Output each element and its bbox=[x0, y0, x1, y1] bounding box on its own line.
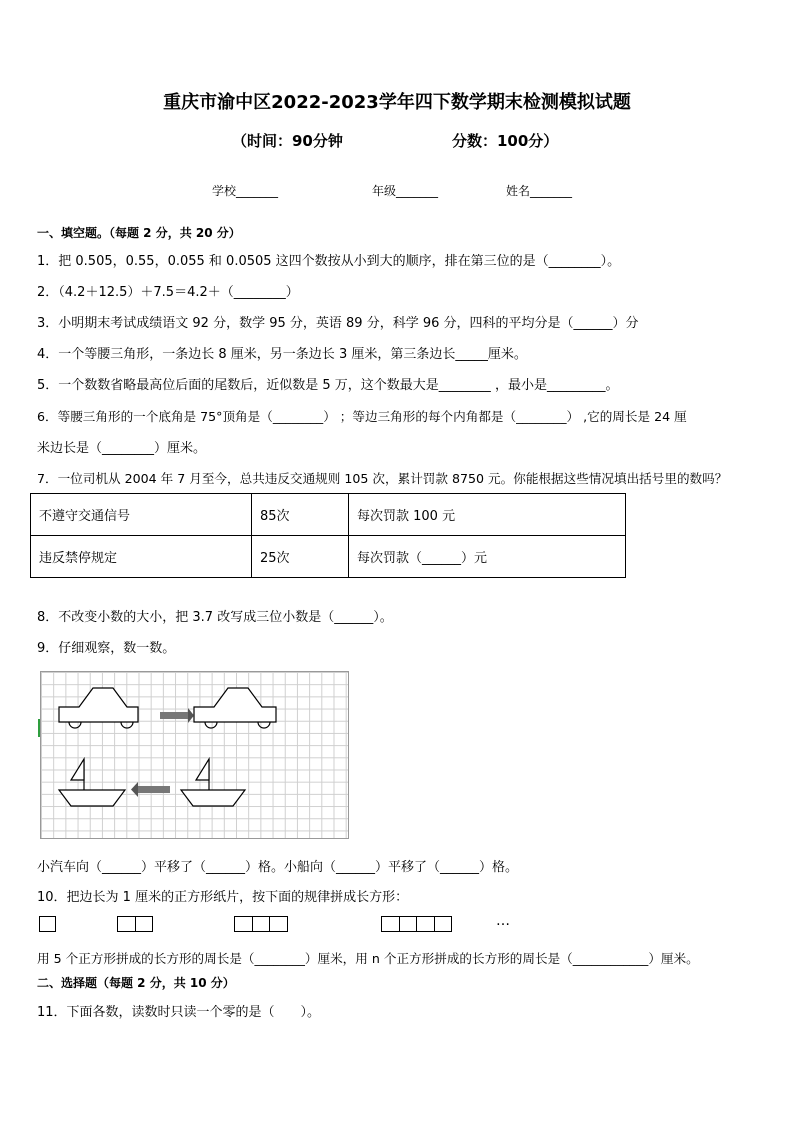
table-row bbox=[31, 494, 626, 536]
car-left-icon bbox=[59, 688, 138, 728]
table-cell: 85次 bbox=[252, 494, 349, 536]
question-9-answer: 小汽车向（______）平移了（______）格。小船向（______）平移了（______）格。 bbox=[37, 860, 519, 875]
translation-figure bbox=[41, 672, 348, 838]
question-7: 7．一位司机从 2004 年 7 月至今，总共违反交通规则 105 次，累计罚款 8750 元。你能根据这些情况填出括号里的数吗？ bbox=[37, 471, 728, 486]
arrow-left-icon bbox=[131, 782, 170, 797]
grade-field: 年级_______ bbox=[372, 184, 439, 198]
name-field: 姓名_______ bbox=[506, 184, 573, 198]
translation-grid-figure bbox=[40, 671, 349, 839]
boat-right-icon bbox=[181, 759, 245, 806]
square-pattern-3 bbox=[234, 916, 288, 932]
question-8: 8．不改变小数的大小，把 3.7 改写成三位小数是（______）。 bbox=[37, 610, 393, 625]
page-title: 重庆市渝中区2022-2023学年四下数学期末检测模拟试题 bbox=[163, 92, 631, 113]
question-10: 10．把边长为 1 厘米的正方形纸片，按下面的规律拼成长方形： bbox=[37, 890, 409, 905]
table-cell: 每次罚款 100 元 bbox=[349, 494, 626, 536]
square-pattern-2 bbox=[117, 916, 153, 932]
question-3: 3．小明期末考试成绩语文 92 分，数学 95 分，英语 89 分，科学 96 分，四科的平均分是（______）分 bbox=[37, 316, 639, 331]
table-cell: 违反禁停规定 bbox=[31, 536, 252, 578]
question-6: 6．等腰三角形的一个底角是 75°顶角是（________） ；等边三角形的每个内角都是（________） ,它的周长是 24 厘 bbox=[37, 409, 687, 424]
arrow-right-icon bbox=[160, 708, 194, 723]
square-pattern-1 bbox=[39, 916, 56, 932]
question-2: 2．（4.2＋12.5）＋7.5＝4.2＋（________） bbox=[37, 285, 299, 300]
school-field: 学校_______ bbox=[212, 184, 279, 198]
question-5: 5．一个数数省略最高位后面的尾数后，近似数是 5 万，这个数最大是________ ，最小是_________。 bbox=[37, 378, 619, 393]
square-pattern-4 bbox=[381, 916, 452, 932]
question-10-answer: 用 5 个正方形拼成的长方形的周长是（________）厘米，用 n 个正方形拼成的长方形的周长是（____________）厘米。 bbox=[37, 951, 699, 966]
boat-left-icon bbox=[59, 759, 125, 806]
section-fill-blank: 一、填空题。（每题 2 分，共 20 分） bbox=[37, 226, 241, 240]
question-4: 4．一个等腰三角形，一条边长 8 厘米，另一条边长 3 厘米，第三条边长_____厘米。 bbox=[37, 347, 527, 362]
table-row bbox=[31, 536, 626, 578]
pattern-ellipsis: … bbox=[496, 913, 510, 929]
section-multiple-choice: 二、选择题（每题 2 分，共 10 分） bbox=[37, 976, 235, 990]
question-11: 11．下面各数，读数时只读一个零的是（ ）。 bbox=[37, 1005, 321, 1020]
time-limit: （时间：90分钟 bbox=[232, 132, 343, 150]
table-cell: 每次罚款（______）元 bbox=[349, 536, 626, 578]
question-1: 1．把 0.505，0.55，0.055 和 0.0505 这四个数按从小到大的顺序，排在第三位的是（________）。 bbox=[37, 254, 621, 269]
traffic-table bbox=[30, 493, 626, 578]
table-cell: 不遵守交通信号 bbox=[31, 494, 252, 536]
total-score: 分数：100分） bbox=[452, 132, 559, 150]
question-6-cont: 米边长是（________）厘米。 bbox=[37, 441, 207, 456]
table-cell: 25次 bbox=[252, 536, 349, 578]
car-right-icon bbox=[194, 688, 276, 728]
question-9: 9．仔细观察，数一数。 bbox=[37, 641, 176, 656]
